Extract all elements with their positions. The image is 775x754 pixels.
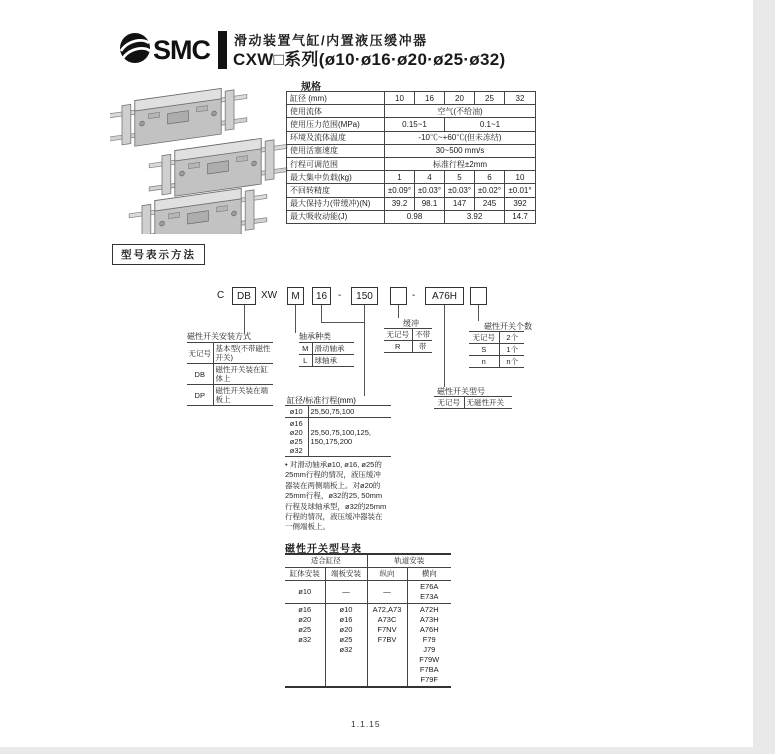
mounting-row (187, 343, 273, 364)
switch-count-table (469, 331, 524, 368)
spec-value: 4 (415, 171, 445, 184)
option-code: 无记号 (434, 397, 464, 409)
model-value: A76H (419, 625, 439, 634)
option-code: 无记号 (469, 332, 499, 344)
switch-model-title: 磁性开关型号 (437, 387, 485, 396)
option-code: M (299, 343, 312, 355)
header-divider-bar (218, 31, 227, 69)
header-cell: 端板安装 (325, 568, 367, 581)
bore-cell (285, 604, 325, 688)
model-value: F79W (419, 655, 440, 664)
spec-table (286, 91, 536, 224)
spec-label: 行程可调范围 (287, 157, 385, 170)
spec-value: 39.2 (385, 197, 415, 210)
bore-stroke-title: 缸径/标准行程(mm) (287, 396, 356, 405)
switch-model-row (434, 397, 512, 409)
option-code: R (384, 341, 412, 353)
spec-value: 30~500 mm/s (385, 144, 536, 157)
model-token-stroke: 150 (351, 287, 378, 305)
product-illustration (110, 84, 294, 234)
spec-value: -10℃~+60℃(但未冻结) (385, 131, 536, 144)
bearing-table (299, 342, 354, 367)
spec-row (287, 131, 536, 144)
smc-swirl-icon (120, 33, 150, 63)
spec-value: 0.1~1 (445, 118, 536, 131)
spec-value: 6 (475, 171, 505, 184)
option-code: 无记号 (187, 343, 213, 364)
option-desc: n个 (499, 356, 524, 368)
header-cell: 横向 (407, 568, 451, 581)
spec-label: 缸径 (mm) (287, 92, 385, 105)
option-desc: 球轴承 (312, 355, 354, 367)
connector-line (478, 305, 479, 321)
option-desc: 不带 (412, 329, 432, 341)
stroke-values: 25,50,75,100 (308, 406, 391, 418)
switch-count-row (469, 356, 524, 368)
bore-value: ø20 (289, 428, 303, 437)
bore-value: ø16 (298, 605, 312, 614)
model-cell (407, 581, 451, 604)
option-desc: 滑动轴承 (312, 343, 354, 355)
page-title-line2: CXW□系列(ø10·ø16·ø20·ø25·ø32) (233, 50, 506, 69)
cushion-row (384, 341, 432, 353)
model-method-label: 型号表示方法 (112, 244, 205, 265)
model-value: A72H (419, 605, 439, 614)
model-value: F7NV (377, 625, 397, 634)
spec-value: 5 (445, 171, 475, 184)
spec-label: 使用流体 (287, 105, 385, 118)
stroke-line: 25,50,75,100,125, (310, 428, 371, 437)
bore-value: ø10 (339, 605, 353, 614)
spec-row (287, 144, 536, 157)
bore-value: ø20 (339, 625, 353, 634)
switch-model-mini-table (434, 396, 512, 409)
spec-value: ±0.03° (445, 184, 475, 197)
option-desc: 磁性开关装在端板上 (213, 385, 273, 406)
spec-row (287, 210, 536, 223)
spec-value: 16 (415, 92, 445, 105)
spec-row (287, 105, 536, 118)
cylinder-drawing-1 (110, 85, 247, 150)
connector-line (244, 305, 245, 334)
header-cell: 纵向 (367, 568, 407, 581)
page-edge-bottom (0, 747, 775, 754)
cushion-table (384, 328, 432, 353)
smc-logo (118, 27, 218, 69)
spec-value: 32 (505, 92, 536, 105)
spec-value: 98.1 (415, 197, 445, 210)
bore-stroke-row (285, 418, 391, 457)
option-desc: 1个 (499, 344, 524, 356)
spec-row (287, 197, 536, 210)
cylinder-drawing-2 (149, 135, 287, 200)
note-line: • 对滑动轴承ø10, ø16, ø25的 (285, 460, 382, 469)
header-cell: 缸体安装 (285, 568, 325, 581)
model-value: F79 (422, 635, 436, 644)
model-value: E73A (420, 592, 439, 601)
model-cell (367, 604, 407, 688)
mounting-row (187, 385, 273, 406)
model-cell (407, 604, 451, 688)
model-token-xw: XW (261, 290, 278, 301)
note-line: 器装在两侧端板上。对ø20的 (285, 480, 381, 490)
note-line: 行程的情况，液压缓冲器装在 (285, 512, 383, 522)
bore-value: ø10 (285, 406, 308, 418)
bore-cell: ø10 (285, 581, 325, 604)
note-line: 行程及球轴承型，ø32的25mm (285, 501, 387, 511)
bearing-row (299, 343, 354, 355)
spec-row (287, 157, 536, 170)
spec-value: ±0.02° (475, 184, 505, 197)
note-line: 25mm行程的情况，液压缓冲 (285, 470, 381, 480)
option-code: DB (187, 364, 213, 385)
connector-line (364, 322, 365, 396)
spec-label: 使用压力范围(MPa) (287, 118, 385, 131)
cushion-title: 缓冲 (403, 319, 419, 328)
cushion-row (384, 329, 432, 341)
option-desc: 基本型(不带磁性开关) (213, 343, 273, 364)
mounting-title: 磁性开关安装方式 (187, 332, 251, 341)
model-value: J79 (423, 645, 436, 654)
switch-count-row (469, 344, 524, 356)
spec-value: 10 (385, 92, 415, 105)
bearing-title: 轴承种类 (299, 332, 331, 341)
spec-label: 最大吸收动能(J) (287, 210, 385, 223)
spec-value: 0.98 (385, 210, 445, 223)
spec-value: ±0.01° (505, 184, 536, 197)
bore-value: ø25 (339, 635, 353, 644)
connector-line (321, 322, 365, 323)
bore-value: ø16 (289, 419, 303, 428)
spec-value: 3.92 (445, 210, 505, 223)
switch-table-row (285, 581, 451, 604)
model-token-count-blank (470, 287, 487, 305)
model-value: F7BV (377, 635, 397, 644)
bore-value: ø20 (298, 615, 312, 624)
option-desc: 磁性开关装在缸体上 (213, 364, 273, 385)
switch-table-row (285, 604, 451, 688)
bore-values (285, 418, 308, 457)
cushion-note (285, 460, 386, 533)
model-token-cushion-blank (390, 287, 407, 305)
spec-value: 392 (505, 197, 536, 210)
bore-value: ø32 (298, 635, 312, 644)
spec-row (287, 92, 536, 105)
spec-value: 空气(不给油) (385, 105, 536, 118)
option-code: n (469, 356, 499, 368)
note-line: 一侧端板上。 (285, 522, 330, 532)
bore-value: ø32 (339, 645, 353, 654)
bearing-row (299, 355, 354, 367)
bore-value: ø16 (339, 615, 353, 624)
switch-table-title: 磁性开关型号表 (285, 544, 362, 555)
spec-section-label: 规格 (301, 82, 321, 93)
model-dash-1: - (338, 290, 342, 301)
header-cell: 轨道安装 (367, 554, 451, 568)
model-token-bearing: M (287, 287, 304, 305)
header-cell: 适合缸径 (285, 554, 367, 568)
smc-logo-text: SMC (153, 35, 210, 65)
model-token-bore: 16 (312, 287, 331, 305)
model-dash-2: - (412, 290, 416, 301)
bore-value: ø32 (289, 446, 303, 455)
spec-row (287, 184, 536, 197)
bore-value: ø25 (289, 437, 303, 446)
spec-value: 14.7 (505, 210, 536, 223)
model-value: E76A (420, 582, 439, 591)
model-token-db: DB (232, 287, 256, 305)
mounting-row (187, 364, 273, 385)
spec-value: 10 (505, 171, 536, 184)
connector-line (321, 305, 322, 322)
option-code: S (469, 344, 499, 356)
spec-value: 标准行程±2mm (385, 157, 536, 170)
model-value: A73C (377, 615, 397, 624)
spec-value: 147 (445, 197, 475, 210)
model-cell: — (367, 581, 407, 604)
stroke-line: 150,175,200 (310, 437, 353, 446)
spec-label: 最大集中负载(kg) (287, 171, 385, 184)
mounting-table (187, 342, 273, 406)
model-value: F7BA (419, 665, 439, 674)
switch-table (285, 553, 451, 688)
spec-label: 最大保持力(带缓冲)(N) (287, 197, 385, 210)
spec-value: 25 (475, 92, 505, 105)
spec-value: 0.15~1 (385, 118, 445, 131)
option-code: DP (187, 385, 213, 406)
option-desc: 无磁性开关 (464, 397, 512, 409)
connector-line (295, 305, 296, 333)
model-value: F79F (420, 675, 438, 684)
note-line: 25mm行程，ø32的25, 50mm (285, 491, 383, 501)
option-desc: 带 (412, 341, 432, 353)
spec-label: 使用活塞速度 (287, 144, 385, 157)
bore-stroke-row (285, 406, 391, 418)
option-desc: 2个 (499, 332, 524, 344)
bore-value: ø25 (298, 625, 312, 634)
page-title-line1: 滑动装置气缸/内置液压缓冲器 (234, 33, 428, 48)
option-code: L (299, 355, 312, 367)
model-token-c: C (217, 290, 225, 301)
spec-value: 1 (385, 171, 415, 184)
bore-stroke-table (285, 405, 391, 457)
switch-table-subheader-row (285, 568, 451, 581)
spec-value: 20 (445, 92, 475, 105)
bore-cell (325, 604, 367, 688)
connector-line (444, 305, 445, 387)
spec-row (287, 118, 536, 131)
connector-line (364, 305, 365, 322)
option-code: 无记号 (384, 329, 412, 341)
page-edge-right (753, 0, 775, 754)
bore-cell: — (325, 581, 367, 604)
spec-row (287, 171, 536, 184)
spec-label: 不回转精度 (287, 184, 385, 197)
stroke-values (308, 418, 391, 457)
spec-label: 环境及流体温度 (287, 131, 385, 144)
model-token-switch: A76H (425, 287, 464, 305)
connector-line (398, 305, 399, 318)
switch-count-title: 磁性开关个数 (484, 322, 532, 331)
page-number: 1.1.15 (351, 719, 381, 729)
spec-value: ±0.09° (385, 184, 415, 197)
model-value: A73H (419, 615, 439, 624)
switch-count-row (469, 332, 524, 344)
spec-value: ±0.03° (415, 184, 445, 197)
switch-table-header-row (285, 554, 451, 568)
spec-value: 245 (475, 197, 505, 210)
model-value: A72,A73 (372, 605, 402, 614)
